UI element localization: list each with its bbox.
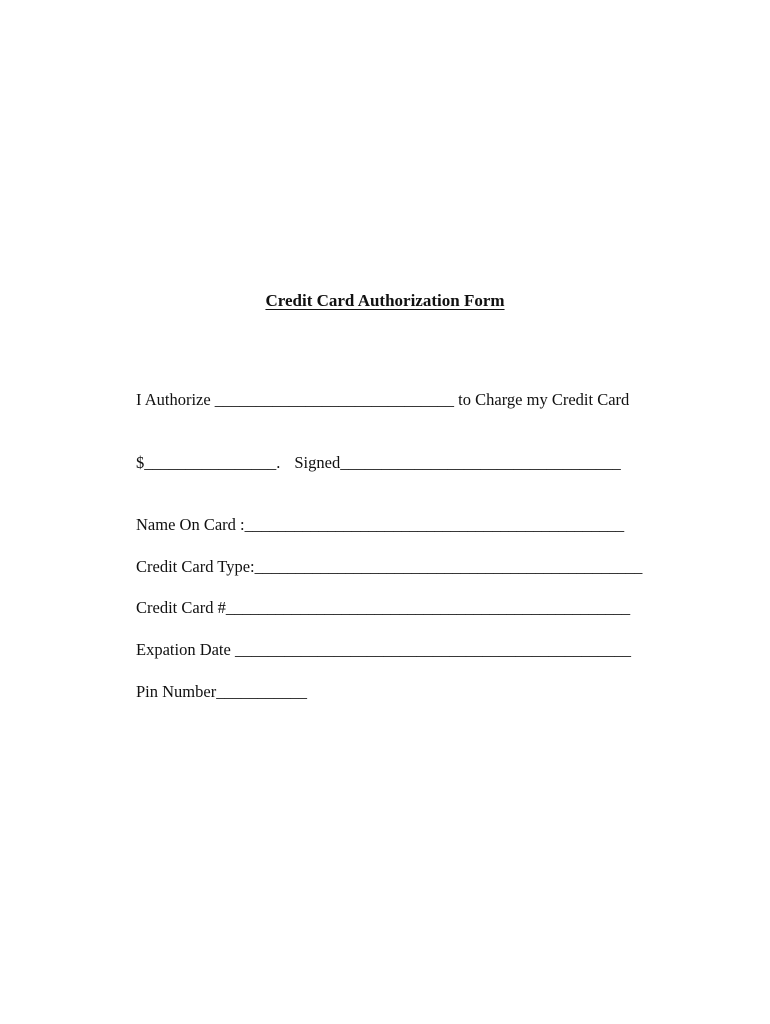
amount-field: $________________. xyxy=(136,453,281,472)
name-on-card-line: Name On Card :______________________________________________ xyxy=(136,515,625,534)
expiration-date-line: Expation Date ________________________________________________ xyxy=(136,640,631,659)
pin-number-line: Pin Number___________ xyxy=(136,682,307,701)
signed-field: Signed__________________________________ xyxy=(294,453,621,472)
amount-signature-line xyxy=(136,452,621,474)
authorize-line: I Authorize _____________________________ to Charge my Credit Card xyxy=(136,390,630,409)
card-type-line: Credit Card Type:_______________________________________________ xyxy=(136,557,643,576)
card-number-line: Credit Card #_________________________________________________ xyxy=(136,598,631,617)
form-title: Credit Card Authorization Form xyxy=(265,291,505,310)
